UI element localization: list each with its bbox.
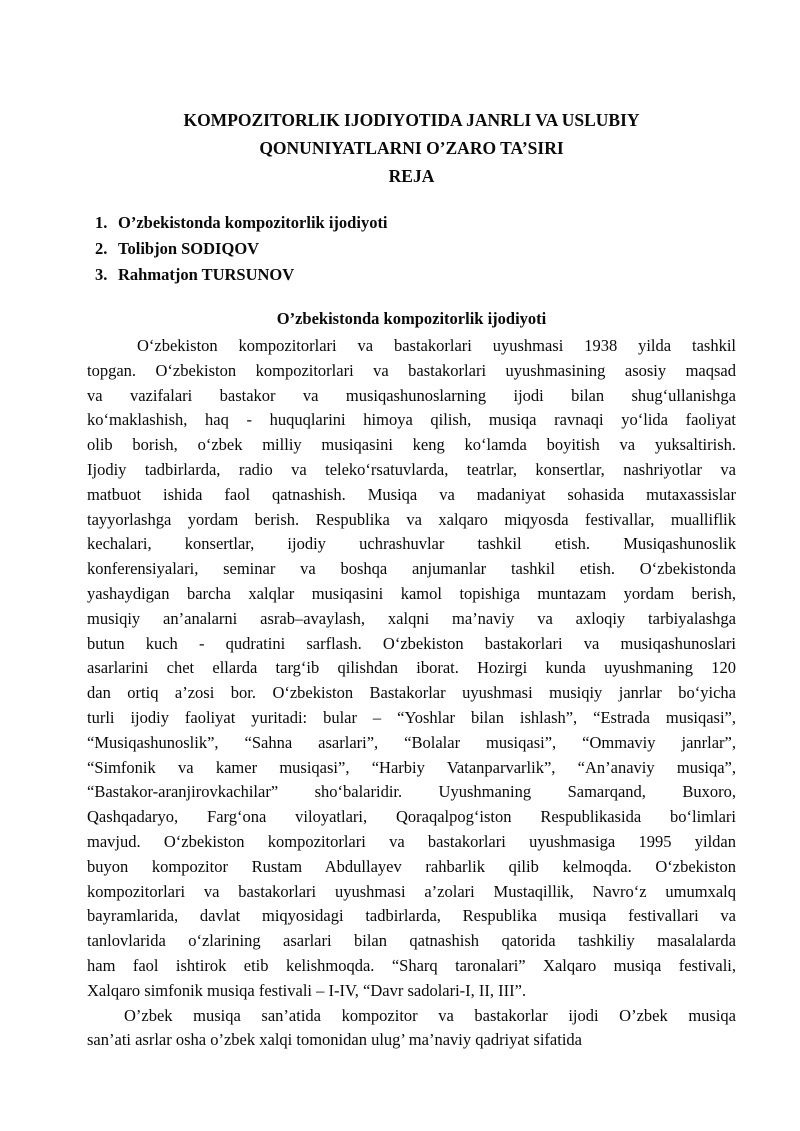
plan-item-label: O’zbekistonda kompozitorlik ijodiyoti xyxy=(118,213,388,232)
plan-list xyxy=(87,210,736,288)
plan-item-label: Rahmatjon TURSUNOV xyxy=(118,265,295,284)
text-line: “Musiqashunoslik”, “Sahna asarlari”, “Bolalar musiqasi”, “Ommaviy janrlar”, xyxy=(87,732,736,752)
text-line: turli ijodiy faoliyat yuritadi: bular – “Yoshlar bilan ishlash”, “Estrada musiqasi”, xyxy=(87,707,736,727)
text-line: tanlovlarida oʻzlarining asarlari bilan qatnashish qatorida tashkiliy masalalarda xyxy=(87,931,736,951)
plan-item-number: 2. xyxy=(95,239,108,258)
paragraph-main xyxy=(87,334,736,1004)
text-line: butun kuch - qudratini sarflash. Oʻzbekiston bastakorlari va musiqashunoslari xyxy=(87,633,736,653)
text-line: Xalqaro simfonik musiqa festivali – I-IV, “Davr sadolari-I, II, III”. xyxy=(87,980,527,1000)
title-line: QONUNIYATLARNI O’ZARO TA’SIRI xyxy=(259,138,564,158)
plan-item-label: Tolibjon SODIQOV xyxy=(118,239,260,258)
text-line: musiqiy an’analarni asrab–avaylash, xalqni ma’naviy va axloqiy tarbiyalashga xyxy=(87,608,736,628)
document-title xyxy=(87,106,736,190)
text-line: dan ortiq a’zosi bor. Oʻzbekiston Bastakorlar uyushmasi musiqiy janrlar boʻyicha xyxy=(87,683,736,703)
text-line: ham faol ishtirok etib kelishmoqda. “Sharq taronalari” Xalqaro musiqa festivali, xyxy=(87,955,736,975)
text-line: O’zbek musiqa san’atida kompozitor va bastakorlar ijodi O’zbek musiqa xyxy=(124,1005,736,1025)
plan-item-number: 3. xyxy=(95,265,108,284)
text-line: Oʻzbekiston kompozitorlari va bastakorlari uyushmasi 1938 yilda tashkil xyxy=(137,336,736,355)
paragraph-closing xyxy=(87,1004,736,1054)
text-line: koʻmaklashish, haq - huquqlarini himoya qilish, musiqa ravnaqi yoʻlida faoliyat xyxy=(87,410,736,430)
text-line: kompozitorlari va bastakorlari uyushmasi a’zolari Mustaqillik, Navroʻz umumxalq xyxy=(87,881,736,901)
text-line: “Simfonik va kamer musiqasi”, “Harbiy Vatanparvarlik”, “An’anaviy musiqa”, xyxy=(87,757,736,777)
section-heading: O’zbekistonda kompozitorlik ijodiyoti xyxy=(276,309,547,328)
text-line: “Bastakor-aranjirovkachilar” shoʻbalaridir. Uyushmaning Samarqand, Buxoro, xyxy=(87,782,736,802)
text-line: Qashqadaryo, Fargʻona viloyatlari, Qoraqalpogʻiston Respublikasida boʻlimlari xyxy=(87,807,736,827)
text-line: Ijodiy tadbirlarda, radio va telekoʻrsatuvlarda, teatrlar, konsertlar, nashriyotlar va xyxy=(87,459,736,479)
text-line: va vazifalari bastakor va musiqashunoslarning ijodi bilan shugʻullanishga xyxy=(87,385,736,405)
text-line: asarlarini chet ellarda targʻib qilishdan iborat. Hozirgi kunda uyushmaning 120 xyxy=(87,658,736,678)
title-line: KOMPOZITORLIK IJODIYOTIDA JANRLI VA USLUBIY xyxy=(183,110,640,130)
text-line: topgan. Oʻzbekiston kompozitorlari va bastakorlari uyushmasining asosiy maqsad xyxy=(87,360,736,380)
text-line: yashaydigan barcha xalqlar musiqasini kamol topishiga muntazam yordam berish, xyxy=(87,583,736,603)
plan-item xyxy=(87,210,736,236)
text-line: bayramlarida, davlat miqyosidagi tadbirlarda, Respublika musiqa festivallari va xyxy=(87,906,736,926)
text-line: san’ati asrlar osha o’zbek xalqi tomonidan ulug’ ma’naviy qadriyat sifatida xyxy=(87,1030,582,1050)
text-line: kechalari, konsertlar, ijodiy uchrashuvlar tashkil etish. Musiqashunoslik xyxy=(87,534,736,554)
text-line: tayyorlashga yordam berish. Respublika va xalqaro miqyosda festivallar, mualliflik xyxy=(87,509,736,529)
plan-item xyxy=(87,236,736,262)
text-line: olib borish, oʻzbek milliy musiqasini keng koʻlamda boyitish va yuksaltirish. xyxy=(87,435,736,455)
text-line: mavjud. Oʻzbekiston kompozitorlari va bastakorlari uyushmasiga 1995 yildan xyxy=(87,831,736,851)
text-line: matbuot ishida faol qatnashish. Musiqa va madaniyat sohasida mutaxassislar xyxy=(87,484,736,504)
plan-item-number: 1. xyxy=(95,213,108,232)
plan-item xyxy=(87,262,736,288)
text-line: buyon kompozitor Rustam Abdullayev rahbarlik qilib kelmoqda. Oʻzbekiston xyxy=(87,856,736,876)
text-line: konferensiyalari, seminar va boshqa anjumanlar tashkil etish. Oʻzbekistonda xyxy=(87,559,736,579)
plan-label: REJA xyxy=(388,166,435,186)
